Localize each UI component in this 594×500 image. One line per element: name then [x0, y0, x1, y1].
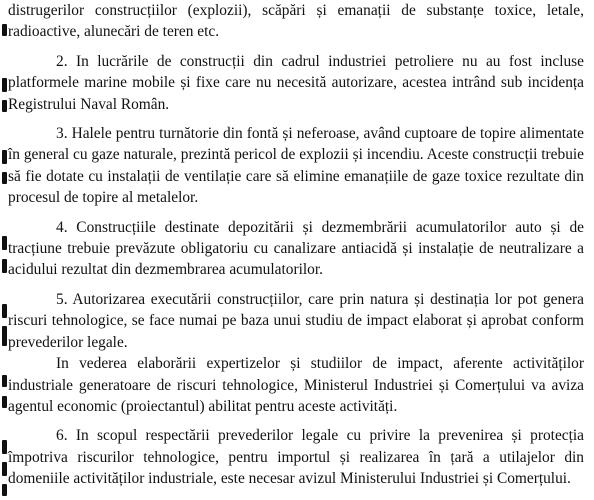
scan-artifact	[2, 484, 7, 496]
paragraph-5-continued: In vederea elaborării expertizelor și studiilor de impact, aferente activităților industriale generatoare de riscuri tehnologice, Ministerul Industriei și Comerțului va aviza agentul economic (proiectantul) abilitat pentru aceste activități.	[8, 355, 584, 415]
paragraph-5: 5. Autorizarea executării construcțiilor, care prin natura și destinația lor pot genera riscuri tehnologice, se face numai pe baza unui studiu de impact elaborat și aprobat conform prevederilor legale.	[8, 290, 584, 351]
scan-artifact	[2, 440, 7, 454]
scan-artifact	[2, 396, 7, 408]
scan-artifact	[2, 304, 7, 318]
paragraph-2: 2. In lucrările de construcții din cadrul industriei petroliere nu au fost incluse platformele marine mobile și fixe care nu necesită autorizare, acestea intrând sub incidența Registrului Naval Român.	[8, 52, 584, 113]
scan-artifact	[2, 375, 7, 387]
scan-artifact	[2, 259, 7, 273]
paragraph-6: 6. In scopul respectării prevederilor legale cu privire la prevenirea și protecția împotriva riscurilor tehnologice, pentru importul și realizarea în țară a utilajelor din domeniile activităților industriale, este necesar avizul Ministerului Industriei și Comerțului.	[8, 427, 584, 488]
scan-artifact	[2, 172, 7, 184]
scan-artifact	[2, 78, 7, 92]
paragraph-4: 4. Construcțiile destinate depozitării și dezmembrării acumulatorilor auto și de tracțiune trebuie prevăzute obligatoriu cu canalizare antiacidă și instalație de neutralizare a acidului rezultat din dezmembrarea acumulatorilor.	[8, 218, 584, 279]
paragraph-3: 3. Halele pentru turnătorie din fontă și neferoase, având cuptoare de topire alimentate în general cu gaze naturale, prezintă pericol de explozii și incendiu. Aceste construcții trebuie să fie dotate cu instalații de ventilație care să elimine emanațiile de gaze toxice rezultate din procesul de topire al metalelor.	[8, 125, 584, 207]
scan-artifact	[2, 24, 7, 36]
scan-artifact	[2, 326, 7, 346]
scan-artifact	[2, 100, 7, 112]
scan-artifact	[2, 150, 7, 164]
scan-artifact	[2, 236, 7, 250]
scan-artifact	[2, 462, 7, 476]
paragraph-continuation: distrugerilor construcțiilor (explozii), scăpări și emanații de substanțe toxice, letale, radioactive, alunecări de teren etc.	[8, 2, 584, 41]
